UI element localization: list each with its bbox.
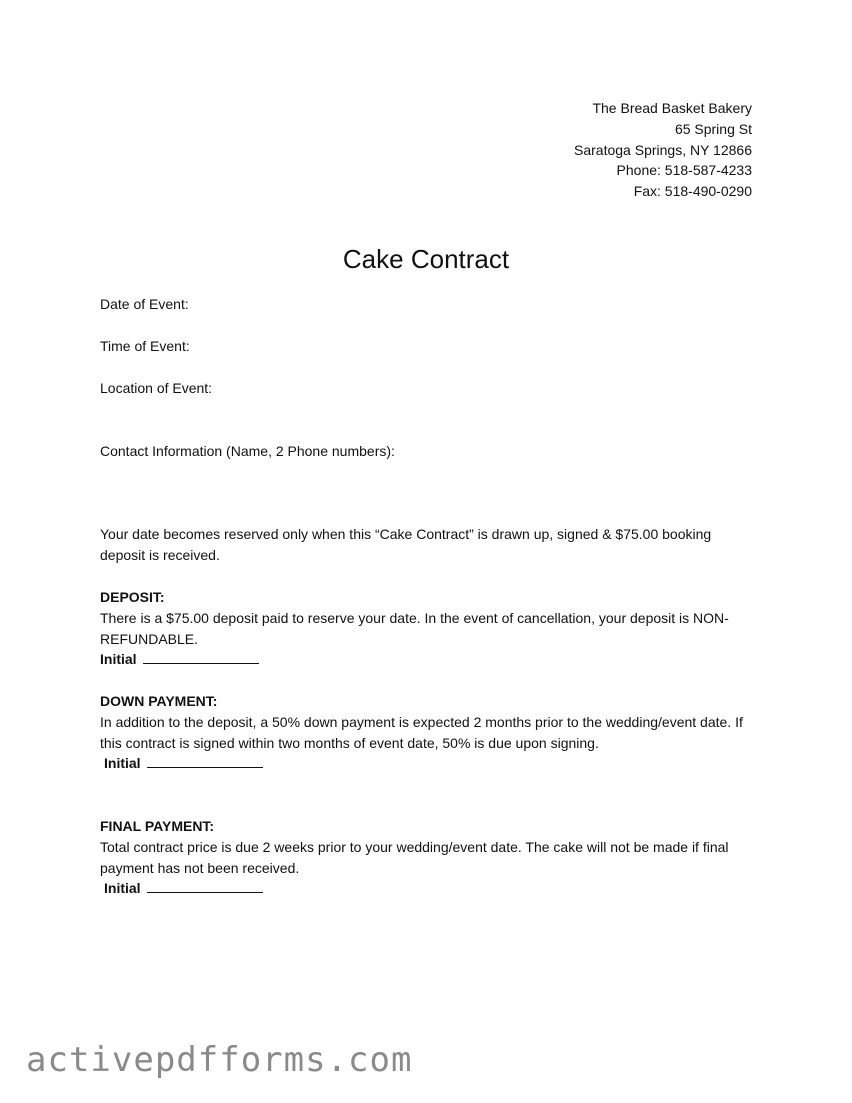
document-title: Cake Contract (342, 244, 510, 274)
event-time-label: Time of Event: (100, 338, 190, 354)
down-payment-initial-line (100, 753, 750, 774)
deposit-title: DEPOSIT: (100, 589, 165, 605)
down-payment-initial-label: Initial (104, 755, 141, 772)
final-payment-initial-label: Initial (104, 880, 141, 897)
contact-info-label: Contact Information (Name, 2 Phone numbers): (100, 443, 395, 459)
final-payment-initial-line (100, 878, 750, 899)
deposit-section (100, 587, 750, 670)
final-payment-initial-field[interactable] (147, 878, 263, 893)
phone-number: Phone: 518-587-4233 (616, 162, 752, 179)
city-state-zip: Saratoga Springs, NY 12866 (574, 141, 752, 158)
company-name: The Bread Basket Bakery (592, 100, 752, 116)
down-payment-initial-field[interactable] (147, 753, 263, 768)
bakery-address-block (574, 98, 752, 202)
deposit-initial-line (100, 649, 750, 670)
fax-number: Fax: 518-490-0290 (633, 183, 752, 200)
final-payment-body: Total contract price is due 2 weeks prior to your wedding/event date. The cake will not be made if final payment has not been received. (100, 838, 729, 876)
final-payment-title: FINAL PAYMENT: (100, 818, 215, 834)
event-location-label: Location of Event: (100, 380, 213, 396)
street-address: 65 Spring St (674, 120, 752, 137)
watermark: activepdfforms.com (26, 1040, 413, 1080)
down-payment-section (100, 691, 750, 774)
deposit-initial-field[interactable] (143, 649, 259, 664)
reservation-intro: Your date becomes reserved only when this “Cake Contract” is drawn up, signed & $75.00 booking deposit is received. (100, 526, 712, 563)
deposit-initial-label: Initial (100, 651, 137, 668)
final-payment-section (100, 816, 750, 899)
down-payment-title: DOWN PAYMENT: (100, 693, 218, 709)
down-payment-body: In addition to the deposit, a 50% down payment is expected 2 months prior to the wedding/event date. If this contract is signed within two months of event date, 50% is due upon signing. (100, 713, 743, 751)
event-date-label: Date of Event: (100, 296, 189, 312)
deposit-body: There is a $75.00 deposit paid to reserve your date. In the event of cancellation, your deposit is NON-REFUNDABLE. (100, 609, 729, 647)
